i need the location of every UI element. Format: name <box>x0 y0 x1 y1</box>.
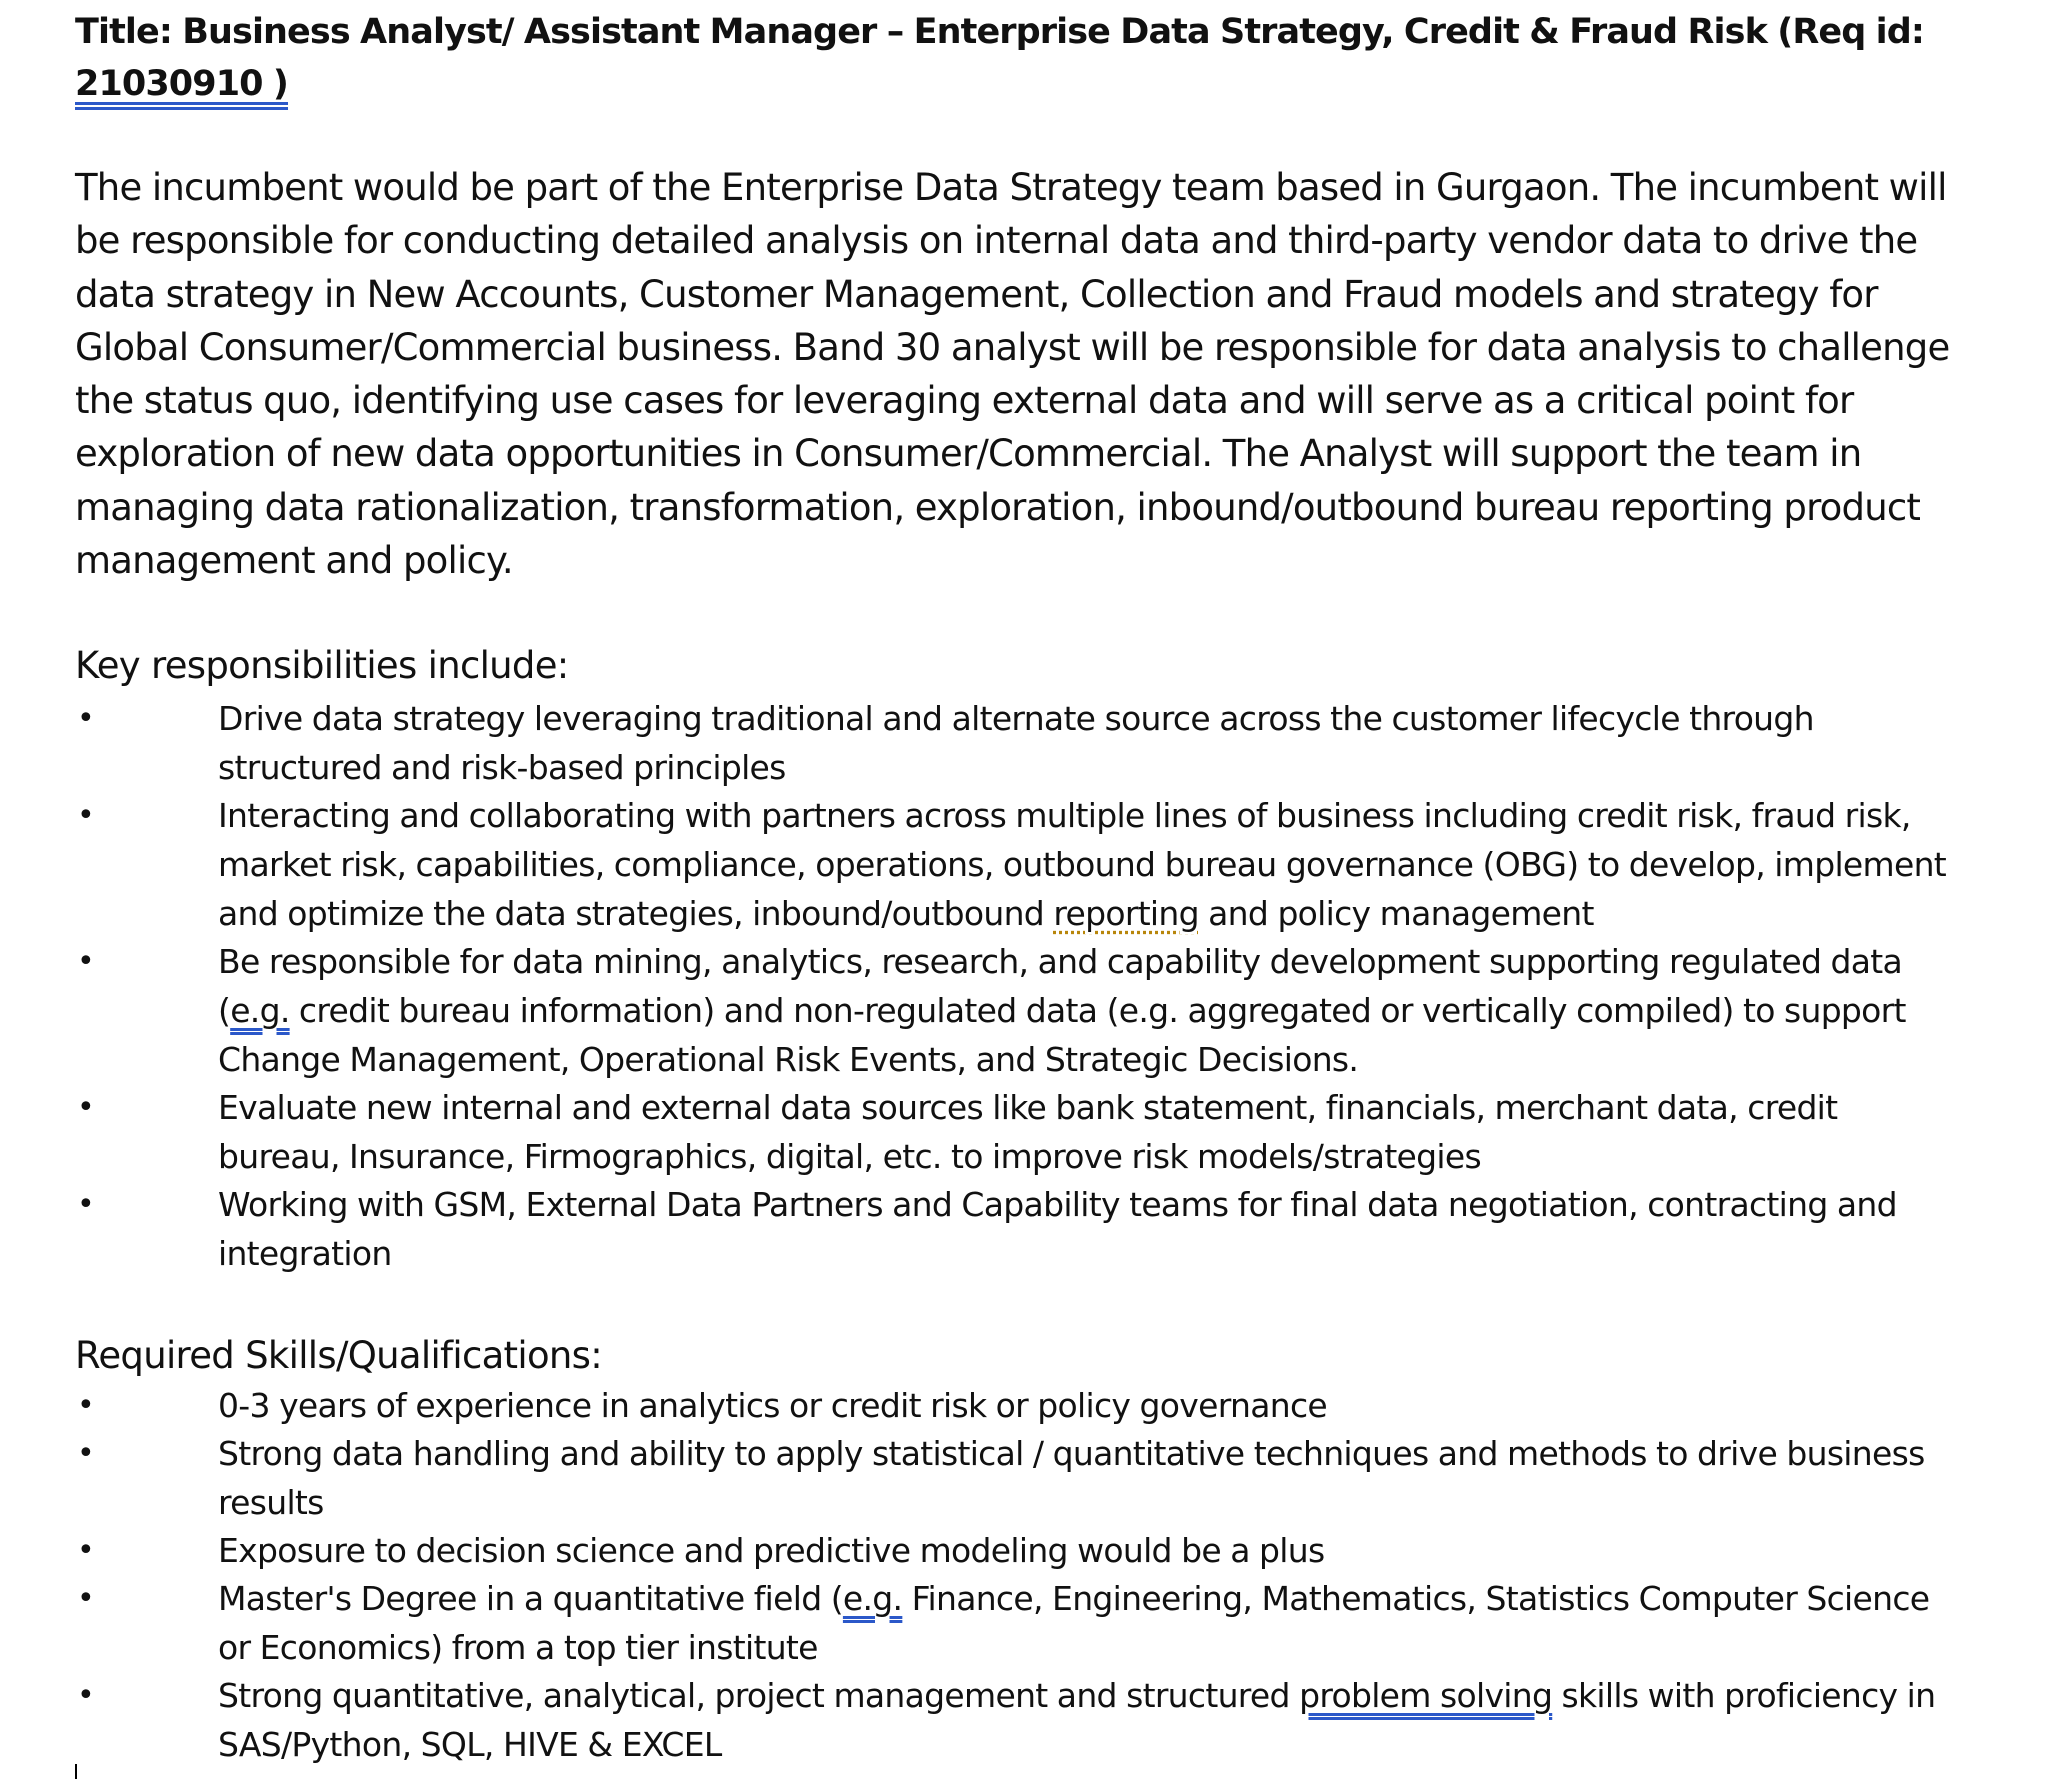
list-item-text: credit bureau information) and non-regulated data (e.g. aggregated or vertically compiled) to support Change Management, Operational Risk Events, and Strategic Decisions. <box>218 991 1906 1079</box>
list-item-text: Interacting and collaborating with partners across multiple lines of business including credit risk, fraud risk, market risk, capabilities, compliance, operations, outbound bureau governance (OBG) to develop, implement and optimize the data strategies, inbound/outbound <box>218 796 1947 933</box>
bullet-icon: • <box>77 701 94 736</box>
list-item-text: 0-3 years of experience in analytics or credit risk or policy governance <box>218 1386 1327 1425</box>
list-item <box>75 694 1955 792</box>
intro-paragraph: The incumbent would be part of the Enterprise Data Strategy team based in Gurgaon. The incumbent will be responsible for conducting detailed analysis on internal data and third-party vendor data to drive the data strategy in New Accounts, Customer Management, Collection and Fraud models and strategy for Global Consumer/Commercial business. Band 30 analyst will be responsible for data analysis to challenge the status quo, identifying use cases for leveraging external data and will serve as a critical point for exploration of new data opportunities in Consumer/Commercial. The Analyst will support the team in managing data rationalization, transformation, exploration, inbound/outbound bureau reporting product management and policy. <box>75 166 1950 583</box>
skills-heading: Required Skills/Qualifications: <box>75 1334 602 1377</box>
list-item <box>75 1526 1955 1575</box>
list-item-text: Be responsible for data mining, analytics, research, and capability development supporting regulated data ( <box>218 942 1903 1030</box>
responsibilities-list <box>75 694 1955 1277</box>
bullet-icon: • <box>77 1678 94 1713</box>
bullet-icon: • <box>77 1388 94 1423</box>
list-item-text: Working with GSM, External Data Partners and Capability teams for final data negotiation, contracting and integration <box>218 1185 1897 1273</box>
list-item <box>75 1671 1955 1769</box>
list-item <box>75 1083 1955 1181</box>
req-id: 21030910 ) <box>75 64 289 104</box>
skills-list <box>75 1381 1955 1768</box>
list-item-text: Drive data strategy leveraging traditional and alternate source across the customer lifecycle through structured and risk-based principles <box>218 699 1814 787</box>
list-item <box>75 791 1955 938</box>
bullet-icon: • <box>77 1581 94 1616</box>
grammar-flag[interactable]: e.g. <box>230 991 290 1030</box>
responsibilities-heading: Key responsibilities include: <box>75 644 569 687</box>
list-item <box>75 1381 1955 1430</box>
list-item-text: Master's Degree in a quantitative field ( <box>218 1579 843 1618</box>
list-item-text: skills with proficiency in SAS/Python, SQL, HIVE & EXCEL <box>218 1676 1936 1764</box>
list-item-text: Finance, Engineering, Mathematics, Statistics Computer Science or Economics) from a top tier institute <box>218 1579 1930 1667</box>
list-item-text: Exposure to decision science and predictive modeling would be a plus <box>218 1531 1325 1570</box>
list-item-text: Evaluate new internal and external data sources like bank statement, financials, merchant data, credit bureau, Insurance, Firmographics, digital, etc. to improve risk models/strategies <box>218 1088 1838 1176</box>
grammar-flag[interactable]: problem solving <box>1299 1676 1553 1715</box>
text-cursor <box>75 1764 77 1779</box>
grammar-flag[interactable]: e.g. <box>842 1579 903 1618</box>
bullet-icon: • <box>77 1436 94 1471</box>
list-item <box>75 1574 1955 1672</box>
bullet-icon: • <box>77 944 94 979</box>
list-item <box>75 1429 1955 1527</box>
list-item <box>75 1180 1955 1278</box>
bullet-icon: • <box>77 798 94 833</box>
list-item-text: Strong quantitative, analytical, project management and structured <box>218 1676 1300 1715</box>
list-item-text: Strong data handling and ability to apply statistical / quantitative techniques and methods to drive business results <box>218 1434 1925 1522</box>
bullet-icon: • <box>77 1090 94 1125</box>
list-item <box>75 937 1955 1084</box>
bullet-icon: • <box>77 1533 94 1568</box>
list-item-text: and policy management <box>1198 894 1594 933</box>
title-text: Title: Business Analyst/ Assistant Manager – Enterprise Data Strategy, Credit & Fraud Risk (Req id: <box>75 12 1925 52</box>
grammar-flag[interactable]: reporting <box>1053 894 1199 933</box>
bullet-icon: • <box>77 1187 94 1222</box>
document-title <box>75 6 1995 110</box>
